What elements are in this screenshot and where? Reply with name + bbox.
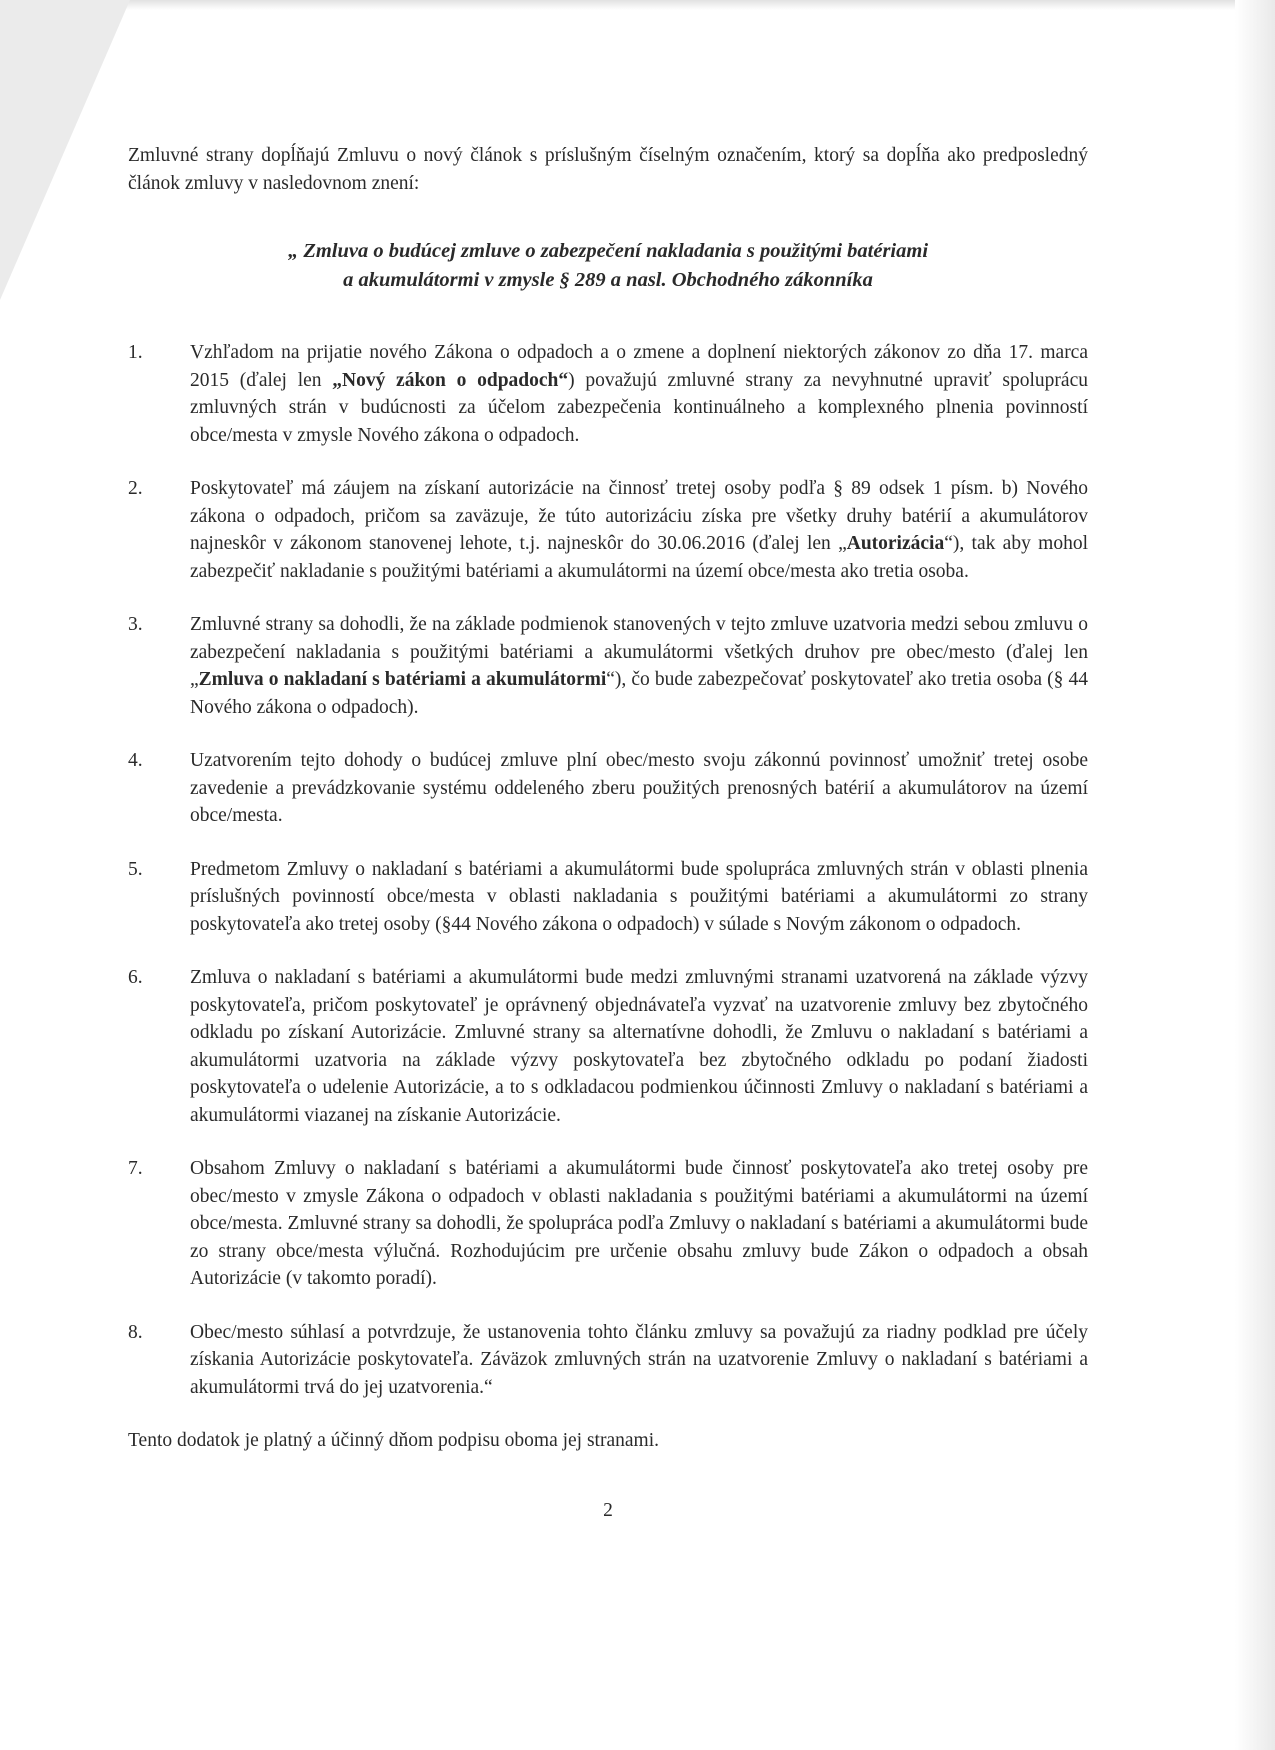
- item-text: [190, 611, 1088, 721]
- scan-edge-right: [1235, 0, 1275, 1750]
- document-page: [128, 142, 1088, 1524]
- item-number: 5.: [128, 858, 143, 880]
- item-text: Zmluva o nakladaní s batériami a akumulátormi bude medzi zmluvnými stranami uzatvorená na základe výzvy poskytovateľa, pričom poskytovateľ je oprávnený objednávateľa vyzvať na uzatvorenie zmluvy bez zbytočného odkladu po získaní Autorizácie. Zmluvné strany sa alternatívne dohodli, že Zmluvu o nakladaní s batériami a akumulátormi uzatvoria na základe výzvy poskytovateľa bez zbytočného odkladu po podaní žiadosti poskytovateľa o udelenie Autorizácie, a to s odkladacou podmienkou účinnosti Zmluvy o nakladaní s batériami a akumulátormi viazanej na získanie Autorizácie.: [190, 967, 1088, 1126]
- item-text-bold: Autorizácia: [846, 533, 945, 554]
- list-item: [128, 1155, 1088, 1293]
- item-number: 7.: [128, 1158, 143, 1179]
- page-number: 2: [603, 1499, 613, 1521]
- item-text: [190, 475, 1088, 585]
- item-text: [190, 339, 1088, 449]
- article-items: [128, 339, 1088, 1401]
- item-text-bold: Zmluva o nakladaní s batériami a akumulátormi: [198, 669, 607, 690]
- item-text-pre: Poskytovateľ má záujem na získaní autorizácie na činnosť tretej osoby podľa § 89 odsek 1 písm. b) Nového zákona o odpadoch, pričom sa zaväzuje, že túto autorizáciu získa pre všetky druhy batérií a akumulátorov najneskôr v zákonom stanovenej lehote, t.j. najneskôr do 30.06.2016 (ďalej len „: [190, 478, 1088, 554]
- scan-edge-top: [0, 0, 1275, 10]
- item-number: 1.: [128, 342, 143, 363]
- item-text-bold: „Nový zákon o odpadoch“: [332, 369, 569, 391]
- item-number: 4.: [128, 750, 143, 771]
- item-text-post: ) považujú zmluvné strany za nevyhnutné upraviť spoluprácu zmluvných strán v budúcnosti za účelom zabezpečenia kontinuálneho a komplexného plnenia povinností obce/mesta v zmysle Nového zákona o odpadoch.: [190, 369, 1088, 446]
- item-text-post: “), tak aby mohol zabezpečiť nakladanie s použitými batériami a akumulátormi na území obce/mesta ako tretia osoba.: [190, 533, 1088, 582]
- item-text: Uzatvorením tejto dohody o budúcej zmluve plní obec/mesto svoju zákonnú povinnosť umožniť tretej osobe zavedenie a prevádzkovanie systému oddeleného zberu použitých prenosných batérií a akumulátorov na území obce/mesta.: [190, 750, 1088, 826]
- item-number: 8.: [128, 1321, 143, 1343]
- scan-edge-left: [0, 0, 130, 300]
- item-text-pre: Zmluvné strany sa dohodli, že na základe podmienok stanovených v tejto zmluve uzatvoria medzi sebou zmluvu o zabezpečení nakladania s použitými batériami a akumulátormi všetkých druhov pre obec/mesto (ďalej len „: [190, 614, 1088, 690]
- list-item: [128, 964, 1088, 1129]
- intro-paragraph: Zmluvné strany dopĺňajú Zmluvu o nový článok s príslušným číselným označením, ktorý sa dopĺňa ako predposledný článok zmluvy v nasledovnom znení:: [128, 145, 1088, 194]
- heading-line-1: „ Zmluva o budúcej zmluve o zabezpečení nakladania s použitými batériami: [287, 240, 929, 262]
- item-number: 3.: [128, 614, 143, 635]
- list-item: [128, 475, 1088, 585]
- item-text-post: “), čo bude zabezpečovať poskytovateľ ako tretia osoba (§ 44 Nového zákona o odpadoch).: [190, 669, 1088, 718]
- list-item: [128, 339, 1088, 449]
- list-item: [128, 1319, 1088, 1402]
- item-text: Obec/mesto súhlasí a potvrdzuje, že ustanovenia tohto článku zmluvy sa považujú za riadny podklad pre účely získania Autorizácie poskytovateľa. Záväzok zmluvných strán na uzatvorenie Zmluvy o nakladaní s batériami a akumulátormi trvá do jej uzatvorenia.“: [190, 1321, 1088, 1398]
- item-number: 2.: [128, 478, 143, 499]
- heading-line-2: a akumulátormi v zmysle § 289 a nasl. Obchodného zákonníka: [343, 269, 873, 291]
- item-text-pre: Vzhľadom na prijatie nového Zákona o odpadoch a o zmene a doplnení niektorých zákonov zo dňa 17. marca 2015 (ďalej len: [190, 342, 1088, 391]
- list-item: [128, 747, 1088, 830]
- list-item: [128, 856, 1088, 939]
- closing-statement: Tento dodatok je platný a účinný dňom podpisu oboma jej stranami.: [128, 1430, 659, 1451]
- item-number: 6.: [128, 967, 143, 988]
- article-heading: [128, 237, 1088, 295]
- item-text: Obsahom Zmluvy o nakladaní s batériami a akumulátormi bude činnosť poskytovateľa ako tretej osoby pre obec/mesto v zmysle Zákona o odpadoch v oblasti nakladania s použitými batériami a akumulátormi na území obce/mesta. Zmluvné strany sa dohodli, že spolupráca podľa Zmluvy o nakladaní s batériami a akumulátormi bude zo strany obce/mesta výlučná. Rozhodujúcim pre určenie obsahu zmluvy bude Zákon o odpadoch a obsah Autorizácie (v takomto poradí).: [190, 1158, 1088, 1289]
- item-text: Predmetom Zmluvy o nakladaní s batériami a akumulátormi bude spolupráca zmluvných strán v oblasti plnenia príslušných povinností obce/mesta v oblasti nakladania s použitými batériami a akumulátormi zo strany poskytovateľa ako tretej osoby (§44 Nového zákona o odpadoch) v súlade s Novým zákonom o odpadoch.: [190, 858, 1088, 935]
- list-item: [128, 611, 1088, 721]
